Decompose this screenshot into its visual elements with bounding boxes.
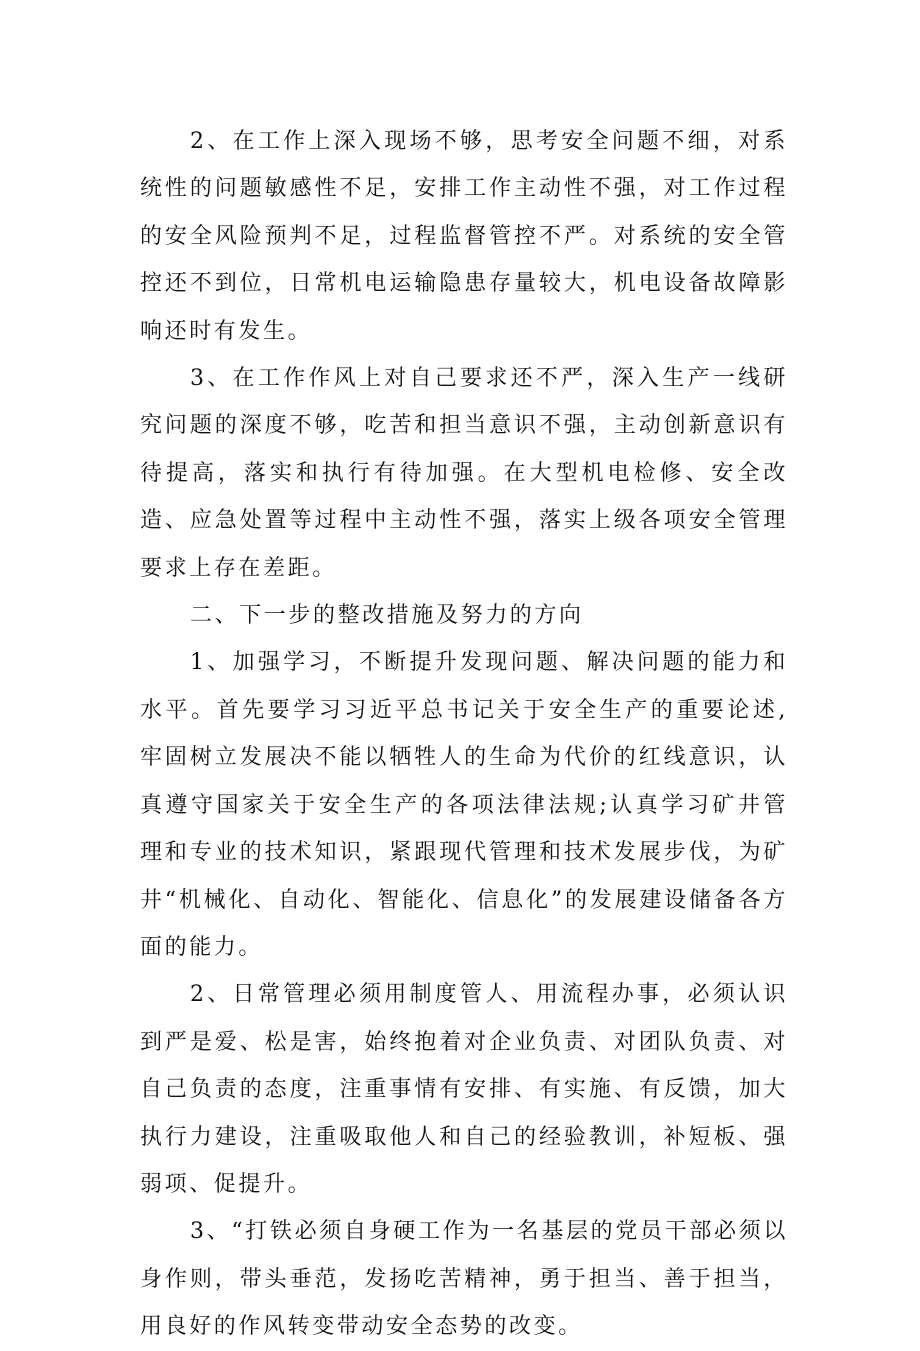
document-body: [140, 118, 788, 1351]
paragraph-3-problem-style: 3、在工作作风上对自己要求还不严，深入生产一线研究问题的深度不够，吃苦和担当意识不强，主动创新意识有待提高，落实和执行有待加强。在大型机电检修、安全改造、应急处置等过程中主动性不强，落实上级各项安全管理要求上存在差距。: [140, 366, 788, 581]
paragraph-3-lead-by-example: 3、“打铁必须自身硬工作为一名基层的党员干部必须以身作则，带头垂范，发扬吃苦精神，勇于担当、善于担当，用良好的作风转变带动安全态势的改变。: [140, 1219, 788, 1340]
paragraph-2-problem-work: 2、在工作上深入现场不够，思考安全问题不细，对系统性的问题敏感性不足，安排工作主动性不强，对工作过程的安全风险预判不足，过程监督管控不严。对系统的安全管控还不到位，日常机电运输隐患存量较大，机电设备故障影响还时有发生。: [140, 129, 788, 344]
paragraph-1-strengthen-learning: 1、加强学习，不断提升发现问题、解决问题的能力和水平。首先要学习习近平总书记关于安全生产的重要论述,牢固树立发展决不能以牺牲人的生命为代价的红线意识，认真遵守国家关于安全生产的各项法律法规;认真学习矿井管理和专业的技术知识，紧跟现代管理和技术发展步伐，为矿井“机械化、自动化、智能化、信息化”的发展建设储备各方面的能力。: [140, 650, 788, 960]
paragraph-2-daily-management: 2、日常管理必须用制度管人、用流程办事，必须认识到严是爱、松是害，始终抱着对企业负责、对团队负责、对自己负责的态度，注重事情有安排、有实施、有反馈，加大执行力建设，注重吸取他人和自己的经验教训，补短板、强弱项、促提升。: [140, 982, 788, 1197]
section-heading-rectification: 二、下一步的整改措施及努力的方向: [190, 603, 584, 629]
